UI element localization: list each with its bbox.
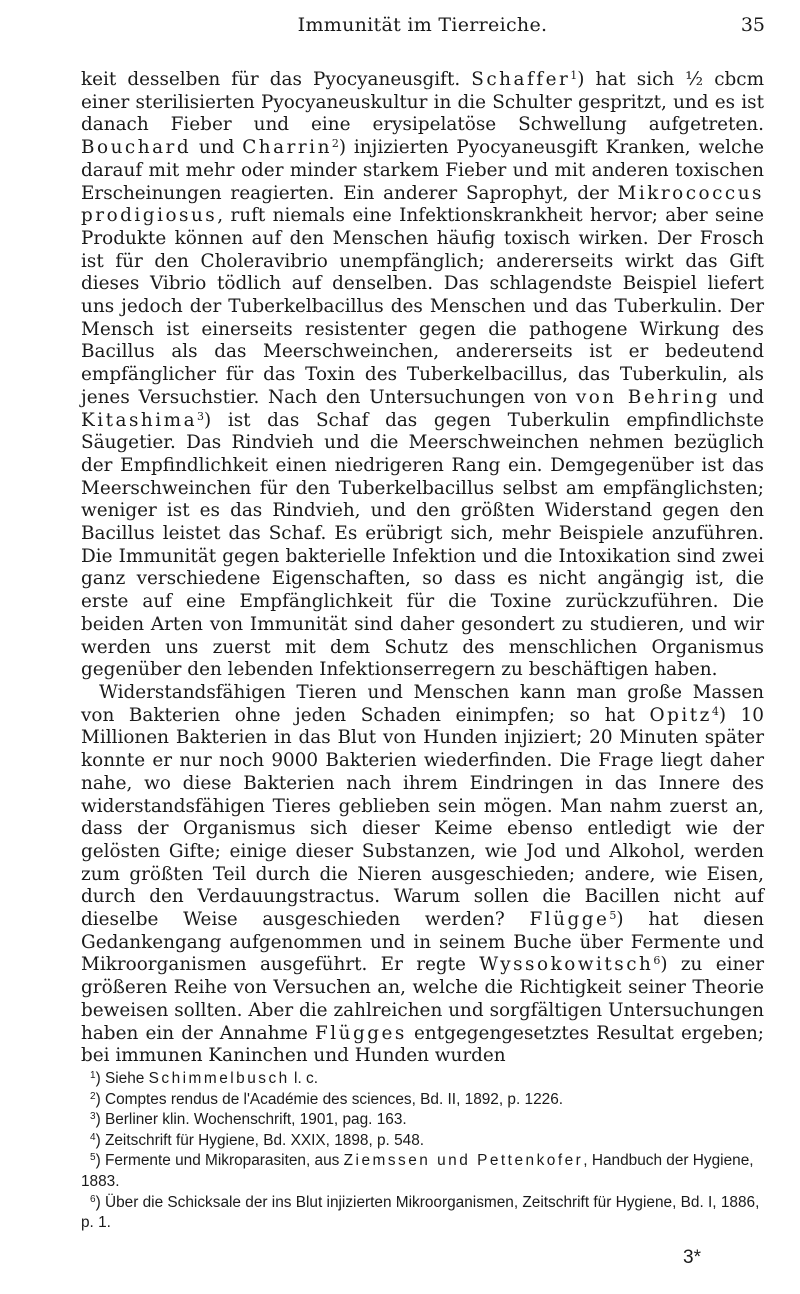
footnote-ref: 1 xyxy=(570,69,578,82)
text-run: ) ist das Schaf das gegen Tuberkulin empfindlichste Säugetier. Das Rindvieh und die Meerschweinchen nehmen bezüglich der Empfindlichkeit einen niedrigeren Rang ein. Demgegenüber ist das Meerschweinchen für den Tuberkelbacillus selbst am empfänglichsten; weniger ist es das Rindvieh, und den größten Widerstand gegen den Bacillus leistet das Schaf. Es erübrigt sich, mehr Beispiele anzuführen. Die Immunität gegen bakterielle Infektion und die Intoxikation sind zwei ganz verschiedene Eigenschaften, so dass es nicht angängig ist, die erste auf eine Empfänglichkeit für die Toxine zurückzuführen. Die beiden Arten von Immunität sind daher gesondert zu studieren, und wir werden uns zuerst mit dem Schutz des menschlichen Organismus gegenüber den lebenden Infektionserregern zu beschäftigen haben. xyxy=(81,409,764,681)
author-name: Schaffer xyxy=(471,69,571,90)
author-name: Schimmelbusch xyxy=(148,1070,290,1087)
text-run: Widerstandsfähigen Tieren und Menschen kann man große Massen von Bakterien ohne jeden Schaden einimpfen; so hat xyxy=(81,681,764,726)
footnote-mark: 4 xyxy=(90,1131,96,1143)
footnote xyxy=(81,1090,764,1111)
footnote-mark: 3 xyxy=(90,1111,96,1123)
footnote-mark: 2 xyxy=(90,1090,96,1102)
footnote-text: , Handbuch der Hygiene, 1883. xyxy=(81,1152,754,1190)
footnote-text: ) Über die Schicksale der ins Blut injizierten Mikroorganismen, Zeitschrift für Hygiene, Bd. I, 1886, p. 1. xyxy=(81,1193,760,1232)
footnote-mark: 6 xyxy=(90,1193,96,1205)
footnote-text: l. c. xyxy=(289,1070,318,1087)
author-name: von Behring xyxy=(575,386,720,408)
text-run: , ruft niemals eine Infektionskrankheit hervor; aber seine Produkte können auf den Menschen häufig toxisch wirken. Der Frosch ist für den Choleravibrio unempfänglich; andererseits wirkt das Gift dieses Vibrio tödlich auf denselben. Das schlagendste Beispiel liefert uns jedoch der Tuberkelbacillus des Menschen und das Tuberkulin. Der Mensch ist einerseits resistenter gegen die pathogene Wirkung des Bacillus als das Meerschweinchen, andererseits ist er bedeutend empfänglicher für das Toxin des Tuberkelbacillus, das Tuberkulin, als jenes Versuchstier. Nach den Untersuchungen von xyxy=(81,205,764,408)
text-run: ) 10 Millionen Bakterien in das Blut von Hunden injiziert; 20 Minuten später konnte er nur noch 9000 Bakterien wiederfinden. Die Frage liegt daher nahe, wo diese Bakterien nach ihrem Eindringen in das Innere des widerstandsfähigen Tieres geblieben sein mögen. Man nahm zuerst an, dass der Organismus sich dieser Keime ebenso entledigt wie der gelösten Gifte; einige dieser Substanzen, wie Jod und Alkohol, werden zum größten Teil durch die Nieren ausgeschieden; andere, wie Eisen, durch den Verdauungstractus. Warum sollen die Bacillen nicht auf dieselbe Weise ausgeschieden werden? xyxy=(81,704,764,931)
author-name: Wyssokowitsch xyxy=(479,954,654,976)
author-name: Kitashima xyxy=(81,409,198,431)
author-name: Flügge xyxy=(529,909,610,931)
text-run: ) hat sich ½ cbcm einer sterilisierten Pyocyaneuskultur in die Schulter gespritzt, und es ist danach Fieber und eine erysipelatöse Schwellung aufgetreten. xyxy=(81,69,765,136)
author-name: Charrin xyxy=(242,137,332,159)
text-run: keit desselben für das Pyocyaneusgift. xyxy=(81,69,472,90)
text-run: ) hat diesen Gedankengang aufgenommen und in seinem Buche über Fermente und Mikroorganismen ausgeführt. Er regte xyxy=(81,909,764,976)
text-run: und xyxy=(719,386,764,408)
footnote-text: ) Fermente und Mikroparasiten, aus xyxy=(95,1152,344,1170)
text-run: und xyxy=(191,137,243,159)
page-number: 35 xyxy=(740,14,765,36)
footnote xyxy=(81,1069,764,1090)
footnote-mark: 5 xyxy=(90,1152,96,1164)
footnote-ref: 4 xyxy=(711,704,719,718)
author-name: Flügges xyxy=(315,1022,407,1044)
body-text xyxy=(81,69,764,1068)
text-run: ) injizierten Pyocyaneusgift Kranken, welche darauf mit mehr oder minder starkem Fieber und mit anderen toxischen Erscheinungen reagierten. Ein anderer Saprophyt, der xyxy=(81,137,764,204)
footnote-ref: 2 xyxy=(331,137,339,151)
footnote-ref: 3 xyxy=(197,409,205,423)
footnote-text: ) Berliner klin. Wochenschrift, 1901, pag. 163. xyxy=(95,1111,407,1129)
footnote xyxy=(81,1131,764,1152)
footnote-mark: 1 xyxy=(90,1070,96,1081)
footnote-ref: 5 xyxy=(609,909,617,923)
footnote-text: ) Comptes rendus de l'Académie des sciences, Bd. II, 1892, p. 1226. xyxy=(95,1090,564,1108)
author-name: Bouchard xyxy=(81,137,192,159)
author-name: Opitz xyxy=(649,704,712,726)
footnote xyxy=(81,1193,764,1234)
footnote xyxy=(81,1110,764,1131)
footnote-text: ) Zeitschrift für Hygiene, Bd. XXIX, 1898, p. 548. xyxy=(95,1131,425,1149)
paragraph-2 xyxy=(81,682,764,1068)
author-name: Ziemssen und Pettenkofer xyxy=(343,1152,584,1170)
text-run: ) zu einer größeren Reihe von Versuchen an, welche die Richtigkeit seiner Theorie beweisen sollten. Aber die zahlreichen und sorgfältigen Untersuchungen haben ein der Annahme xyxy=(81,954,764,1044)
footnote-text: ) Siehe xyxy=(95,1070,149,1087)
footnotes xyxy=(81,1069,764,1234)
footnote xyxy=(81,1151,764,1192)
paragraph-1 xyxy=(81,69,764,682)
running-title: Immunität im Tierreiche. xyxy=(297,14,548,36)
page-header xyxy=(80,14,765,40)
organism-name: Mikrococcus prodigiosus xyxy=(81,182,764,227)
footnote-ref: 6 xyxy=(653,954,661,968)
signature-mark: 3* xyxy=(683,1247,701,1268)
text-run: entgegengesetztes Resultat ergeben; bei immunen Kaninchen und Hunden wurden xyxy=(81,1022,764,1067)
